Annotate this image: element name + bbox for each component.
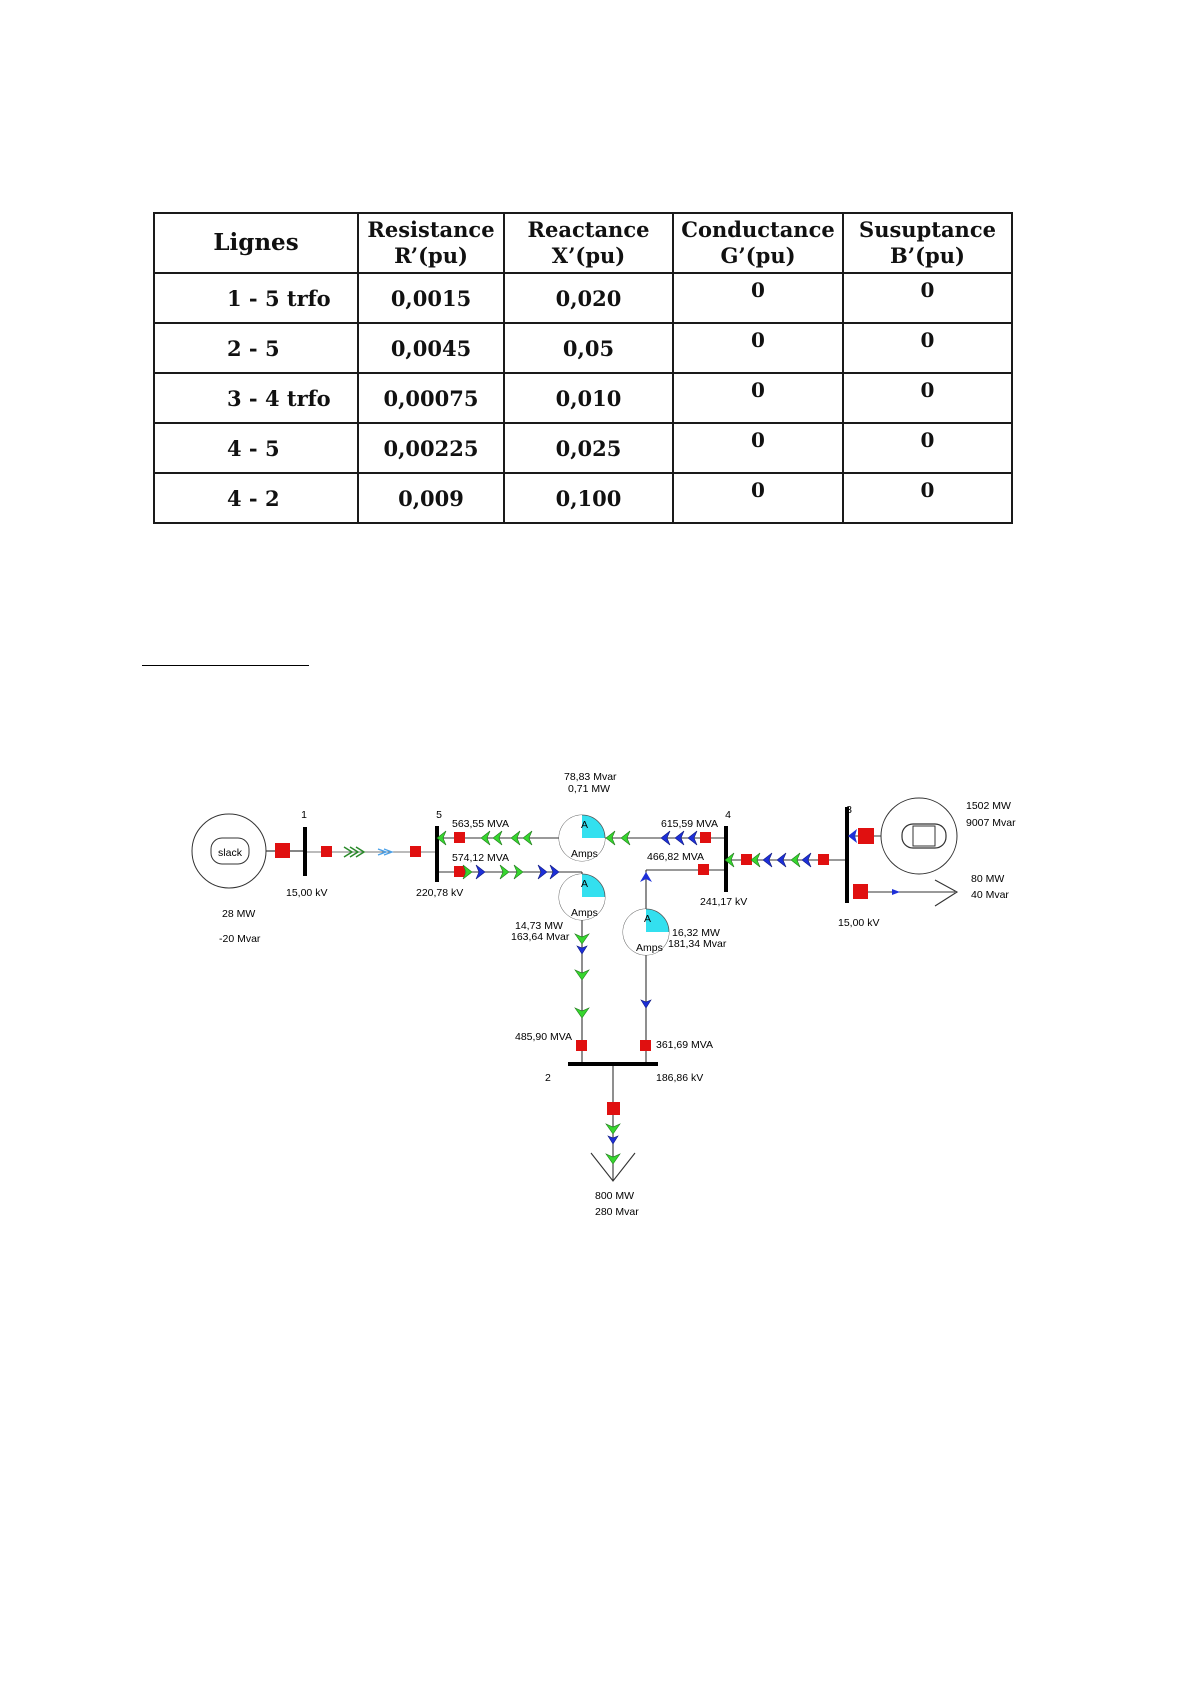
cell-resistance: 0,0045 <box>358 323 504 373</box>
ammeter-unit: Amps <box>636 942 663 954</box>
cell-susceptance: 0 <box>843 323 1012 373</box>
line-4-5-mvar: 78,83 Mvar <box>564 771 617 783</box>
line-4-2-mva: 466,82 MVA <box>647 851 705 863</box>
bus-5-voltage: 220,78 kV <box>416 887 464 899</box>
bus-3-number: 3 <box>846 804 852 816</box>
ammeter-line-4-2[interactable] <box>623 909 669 955</box>
slack-breaker[interactable] <box>275 843 290 858</box>
line-5-2-end-mva: 485,90 MVA <box>515 1031 573 1043</box>
cell-resistance: 0,00225 <box>358 423 504 473</box>
cell-conductance: 0 <box>673 473 843 523</box>
line-4-2-mw: 16,32 MW <box>672 927 720 939</box>
load-3-mvar: 40 Mvar <box>971 889 1009 901</box>
ammeter-letter: A <box>581 819 589 831</box>
bus-3[interactable] <box>845 807 849 903</box>
cell-reactance: 0,020 <box>504 273 673 323</box>
ammeter-letter: A <box>581 878 589 890</box>
ammeter-unit: Amps <box>571 907 598 919</box>
cell-conductance: 0 <box>673 423 843 473</box>
generator-3[interactable] <box>848 798 957 874</box>
header-susceptance: Susuptance B’(pu) <box>843 213 1012 273</box>
header-conductance: Conductance G’(pu) <box>673 213 843 273</box>
line-4-2-end-mva: 361,69 MVA <box>656 1039 714 1051</box>
cell-susceptance: 0 <box>843 373 1012 423</box>
line-4-5-top-mva: 615,59 MVA <box>661 818 719 830</box>
cell-resistance: 0,0015 <box>358 273 504 323</box>
cell-conductance: 0 <box>673 273 843 323</box>
bus-2-number: 2 <box>545 1072 551 1084</box>
slack-label: slack <box>218 847 242 859</box>
cell-reactance: 0,100 <box>504 473 673 523</box>
bus-1-voltage: 15,00 kV <box>286 887 328 899</box>
load-bus-3[interactable] <box>853 880 957 906</box>
line-4-2[interactable] <box>640 864 724 1062</box>
slack-generator[interactable] <box>192 814 266 888</box>
cell-line: 1 - 5 trfo <box>154 273 358 323</box>
load-bus-2[interactable] <box>591 1066 635 1181</box>
gen-3-mw: 1502 MW <box>966 800 1011 812</box>
line-5-2-mvar: 163,64 Mvar <box>511 931 570 943</box>
header-resistance: Resistance R’(pu) <box>358 213 504 273</box>
line-5-2-mva: 574,12 MVA <box>452 852 510 864</box>
ammeter-letter: A <box>644 913 652 925</box>
cell-conductance: 0 <box>673 323 843 373</box>
cell-reactance: 0,05 <box>504 323 673 373</box>
transformer-3-4[interactable] <box>725 853 847 867</box>
cell-line: 4 - 5 <box>154 423 358 473</box>
cell-susceptance: 0 <box>843 473 1012 523</box>
header-lines: Lignes <box>154 213 358 273</box>
bus-4-voltage: 241,17 kV <box>700 896 748 908</box>
line-4-5-mw: 0,71 MW <box>568 783 611 795</box>
load-2-mvar: 280 Mvar <box>595 1206 639 1218</box>
transformer-1-5[interactable] <box>307 846 436 857</box>
cell-line: 3 - 4 trfo <box>154 373 358 423</box>
cell-susceptance: 0 <box>843 423 1012 473</box>
cell-reactance: 0,025 <box>504 423 673 473</box>
slack-mw: 28 MW <box>222 908 256 920</box>
cell-conductance: 0 <box>673 373 843 423</box>
line-4-2-mvar: 181,34 Mvar <box>668 938 727 950</box>
cell-susceptance: 0 <box>843 273 1012 323</box>
gen-3-mvar: 9007 Mvar <box>966 817 1016 829</box>
cell-line: 2 - 5 <box>154 323 358 373</box>
bus-4-number: 4 <box>725 809 731 821</box>
cell-resistance: 0,009 <box>358 473 504 523</box>
cell-resistance: 0,00075 <box>358 373 504 423</box>
cell-line: 4 - 2 <box>154 473 358 523</box>
bus-1[interactable] <box>303 827 307 876</box>
cell-reactance: 0,010 <box>504 373 673 423</box>
bus-2[interactable] <box>568 1062 658 1066</box>
bus-5[interactable] <box>435 826 439 882</box>
ammeter-unit: Amps <box>571 848 598 860</box>
line-5-4-top-mva: 563,55 MVA <box>452 818 510 830</box>
slack-mvar: -20 Mvar <box>219 933 261 945</box>
bus-3-voltage: 15,00 kV <box>838 917 880 929</box>
load-2-mw: 800 MW <box>595 1190 635 1202</box>
line-5-2-mw: 14,73 MW <box>515 920 563 932</box>
bus-1-number: 1 <box>301 809 307 821</box>
ammeter-line-4-5[interactable] <box>559 815 605 861</box>
bus-5-number: 5 <box>436 809 442 821</box>
header-reactance: Reactance X’(pu) <box>504 213 673 273</box>
ammeter-line-2-5[interactable] <box>559 874 605 920</box>
bus-2-voltage: 186,86 kV <box>656 1072 704 1084</box>
load-3-mw: 80 MW <box>971 873 1005 885</box>
